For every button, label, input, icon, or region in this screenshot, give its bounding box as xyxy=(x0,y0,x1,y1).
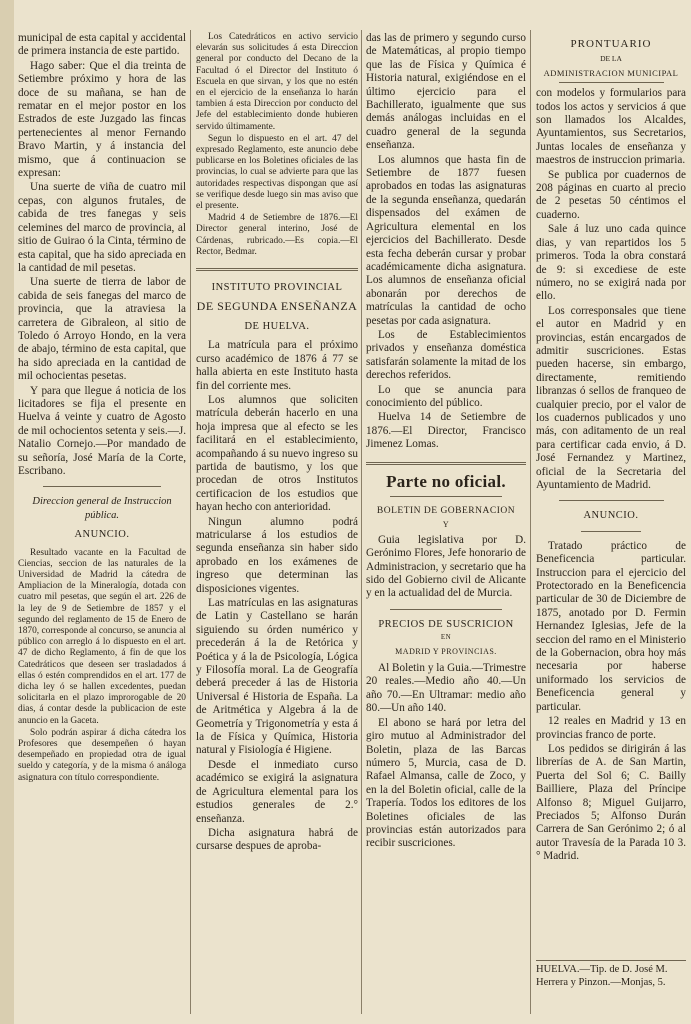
paragraph: Los alumnos que soliciten matrícula deberán hacerlo en una hoja impresa que al efecto se les facilitará en el establecimiento, acompañando á su nuevo ingreso su partida de bautismo, y los que procedan de otros Institutos certificacion de los estudios que hayan hecho con anterioridad. xyxy=(196,393,358,514)
section-subtitle: DE SEGUNDA ENSEÑANZA xyxy=(196,299,358,314)
paragraph: Desde el inmediato curso académico se exigirá la asignatura de Agricultura elemental para los estudios generales de 2.° enseñanza. xyxy=(196,758,358,825)
paragraph: Se publica por cuadernos de 208 páginas en cuarto al precio de 2 pesetas 50 céntimos el cuaderno. xyxy=(536,168,686,221)
paragraph: Los Catedráticos en activo servicio elevarán sus solicitudes á esta Direccion general por conducto del Decano de la Facultad ó el Director del Instituto ó Escuela en que sirvan, y los que no estén en el ejercicio de la enseñanza lo harán tambien á esta Direccion por conducto del Jefe del establecimiento donde hubieren servido últimamente. xyxy=(196,32,358,132)
paragraph: 12 reales en Madrid y 13 en provincias franco de porte. xyxy=(536,715,686,741)
paragraph: Los pedidos se dirigirán á las librerías de A. de San Martin, Puerta del Sol 6; C. Bailly Bailliere, Plaza del Príncipe Alfonso 8; Miguel Guijarro, Preciados 5; Alfonso Durán Carrera de San Gerónimo 2; ó al autor Travesía de la Parada 10 3.° Madrid. xyxy=(536,742,686,863)
column-4 xyxy=(536,32,686,954)
price-heading-region: MADRID Y PROVINCIAS. xyxy=(395,646,497,656)
price-heading-en: EN xyxy=(440,633,452,642)
section-title: INSTITUTO PROVINCIAL xyxy=(211,282,343,294)
section-title: PRONTUARIO xyxy=(570,38,652,50)
paragraph: Solo podrán aspirar á dicha cátedra los Profesores que desempeñen ó hayan desempeñado en propiedad otra de igual sueldo y categoría, y de la misma ó análoga asignatura con título correspondiente. xyxy=(18,727,186,783)
paragraph: das las de primero y segundo curso de Matemáticas, al propio tiempo que las de Física y Química é Historia natural, exigiéndose en el último ejercicio para el Bachillerato, igualmente que sus demás análogas incluidas en el cuadro general de la segunda enseñanza. xyxy=(366,32,526,152)
paragraph: Tratado práctico de Beneficencia particular. Instruccion para el ejercicio del Protectorado en la Beneficencia particular de 30 de Diciembre de 1875, anotado por D. Fermin Hernandez Iglesias, Jefe de la seccion del ramo en el Ministerio de la Gobernacion, obra hoy más necesaria por haberse uniformado los servicios de Beneficencia general y particular. xyxy=(536,539,686,713)
paragraph: El abono se hará por letra del giro mutuo al Administrador del Boletin, plaza de las Barcas número 5, Murcia, casa de D. Rafael Almansa, calle de Zoco, y en la del Boletin oficial, calle de la Trapería. Todos los editores de los Boletines oficiales de las provincias están autorizados para recibir suscriciones. xyxy=(366,716,526,850)
divider xyxy=(196,268,358,271)
paragraph: Hago saber: Que el dia treinta de Setiembre próximo y hora de las doce de su mañana, se han de rematar en el mejor postor en los Estrados de este Juzgado las fincas pertenecientes al menor Fernando Bravo Martin, y á instancia del mismo, que á continuacion se expresan: xyxy=(18,59,186,180)
section-title-conj: Y xyxy=(442,520,450,530)
divider xyxy=(581,531,641,532)
section-subtitle: ADMINISTRACION MUNICIPAL xyxy=(543,67,679,78)
paragraph: Los de Establecimientos privados y enseñanza doméstica satisfarán solamente la mitad de los derechos referidos. xyxy=(366,328,526,382)
paragraph: La matrícula para el próximo curso académico de 1876 á 77 se halla abierta en este Instituto hasta fin del corriente mes. xyxy=(196,339,358,392)
paragraph: municipal de esta capital y accidental de primera instancia de este partido. xyxy=(18,32,186,58)
paragraph: con modelos y formularios para todos los actos y servicios á que son llamados los Alcaldes, Ayuntamientos, sus Secretarios, Juntas locales de enseñanza y maestros de instruccion primaria. xyxy=(536,87,686,167)
section-heading: Parte no oficial. xyxy=(386,471,506,491)
page-fold-edge xyxy=(0,0,14,1024)
column-1 xyxy=(18,32,186,1012)
column-rule xyxy=(361,30,362,1014)
paragraph: Segun lo dispuesto en el art. 47 del expresado Reglamento, este anuncio debe publicarse en los Boletines oficiales de las provincias, lo cual se advierte para que las autoridades respectivas dispongan que así se verifique desde luego sin mas aviso que el presente. xyxy=(196,133,358,212)
paragraph: Al Boletin y la Guia.—Trimestre 20 reales.—Medio año 40.—Un año 70.—En Ultramar: medio año 80.—Un año 140. xyxy=(366,662,526,715)
divider xyxy=(43,486,161,487)
column-3 xyxy=(366,32,526,1012)
column-2 xyxy=(196,32,358,1012)
paragraph: Huelva 14 de Setiembre de 1876.—El Director, Francisco Jimenez Lomas. xyxy=(366,411,526,451)
divider xyxy=(390,496,502,497)
imprint-footer: HUELVA.—Tip. de D. José M. Herrera y Pinzon.—Monjas, 5. xyxy=(536,960,686,989)
paragraph: Los alumnos que hasta fin de Setiembre de 1877 fuesen aprobados en todas las asignaturas de la segunda enseñanza, quedarán dispensados del exámen de Agricultura elemental en los ejercicios del Bachillerato. Desde esta fecha deberán cursar y probar académicamente dicha asignatura. Los alumnos de enseñanza oficial abonarán por derechos de matrículas la cantidad de ocho pesetas por cada asignatura. xyxy=(366,153,526,327)
paragraph: Lo que se anuncia para conocimiento del público. xyxy=(366,383,526,409)
section-title: BOLETIN DE GOBERNACION xyxy=(376,506,516,516)
divider xyxy=(559,500,664,501)
paragraph: Una suerte de tierra de labor de cabida de seis fanegas del marco de provincia, que la atraviesa la carretera de Gibraleon, al sitio de Toledo ó Arroyo Hondo, en la vera de abajo, término de esta capital, que ha sido apreciada en la cantidad de mil ochocientas pesetas. xyxy=(18,276,186,383)
divider xyxy=(366,462,526,465)
paragraph: Una suerte de viña de cuatro mil cepas, con algunos frutales, de cabida de tres fanegas y seis celemines del marco de provincia, al sitio de Guirao ó la Cinta, término de esta capital, que ha sido apreciada en la cantidad de mil pesetas. xyxy=(18,181,186,274)
paragraph: Y para que llegue á noticia de los licitadores se fija el presente en Huelva á veinte y cuatro de Agosto de mil ochocientos setenta y seis.—J. Natalio Cornejo.—Por mandado de su señoría, José María de la Corte, Escribano. xyxy=(18,384,186,477)
price-heading: PRECIOS DE SUSCRICION xyxy=(378,618,514,630)
paragraph: Guia legislativa por D. Gerónimo Flores, Jefe honorario de Administracion, y secretario que ha sido del Gobierno civil de Alicante y en la actualidad del de Murcia. xyxy=(366,533,526,600)
column-rule xyxy=(190,30,191,1014)
section-title-de-la: DE LA xyxy=(600,54,622,64)
column-rule xyxy=(530,30,531,1014)
paragraph: Ningun alumno podrá matricularse á los estudios de segunda enseñanza sin haber sido aprobado en los exámenes de ingreso que determinan las disposiciones vigentes. xyxy=(196,515,358,595)
section-city: DE HUELVA. xyxy=(244,320,310,332)
divider xyxy=(390,609,502,610)
paragraph: Las matrículas en las asignaturas de Latin y Castellano se harán siguiendo su órden numérico y precederán á la de Retórica y Poética y á la de Psicología, Lógica y Filosofía moral. La de Geografía deberá preceder á las de Historia Universal é Historia de España. La de Aritmética y Algebra á la de Geometría y Trigonometría y esta á la de Física y Química, Historia natural y Fisiología é Higiene. xyxy=(196,597,358,757)
divider xyxy=(559,82,664,83)
paragraph: Sale á luz uno cada quince dias, y van repartidos los 5 primeros. Toda la obra constará de 9: si excediese de este número, no se exigirá nada por ello. xyxy=(536,223,686,303)
paragraph: Dicha asignatura habrá de cursarse despues de aproba- xyxy=(196,826,358,853)
paragraph: Los corresponsales que tiene el autor en Madrid y en provincias, están encargados de admitir suscriciones. Estas pueden hacerse, sin embargo, directamente, remitiendo libranzas ó sellos de franqueo de cualquier precio, por el valor de los cuadernos publicados y uno más, con aditamento de un real para certificar cada envio, á D. José Fernandez y Martinez, oficial de la Secretaria del Ayuntamiento de Madrid. xyxy=(536,304,686,491)
section-title: Direccion general de Instruccion pública. xyxy=(32,496,172,521)
announcement-heading: ANUNCIO. xyxy=(74,529,130,541)
paragraph: Madrid 4 de Setiembre de 1876.—El Director general interino, José de Cárdenas, rubricado.—Es copia.—El Rector, Bedmar. xyxy=(196,213,358,257)
paragraph: Resultado vacante en la Facultad de Ciencias, seccion de las naturales de la Universidad de Madrid la cátedra de Ampliacion de la Mineralogía, dotada con cuatro mil pesetas, que según el art. 226 de la ley de 9 de Setiembre de 1857 y el segundo del reglamento de 15 de Enero de 1870, corresponde al concurso, se anuncia al público con arreglo á lo dispuesto en el art. 47 de dicho Reglamento, á fin de que los Catedráticos que deseen ser trasladados á ellas ó estén comprendidos en el art. 177 de dicha ley ó se hallen excedentes, puedan solicitarla en el plazo improrogable de 20 dias, á contar desde la publicacion de este anuncio en la Gaceta. xyxy=(18,547,186,726)
announcement-heading: ANUNCIO. xyxy=(583,510,639,522)
